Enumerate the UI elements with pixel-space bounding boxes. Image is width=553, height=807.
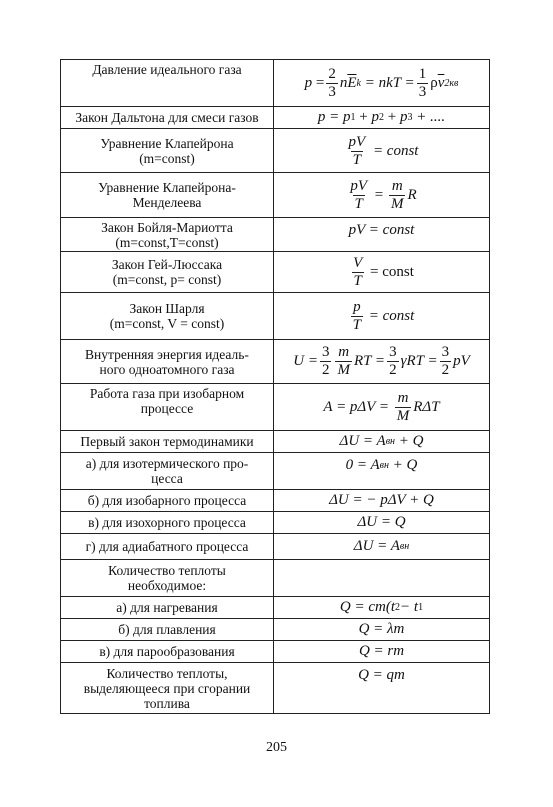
row-label: а) для изотермического про- цесса bbox=[61, 453, 274, 490]
row-label: в) для изохорного процесса bbox=[61, 512, 274, 534]
page-number: 205 bbox=[266, 740, 287, 755]
formula-isochoric: ΔU = Q bbox=[274, 512, 490, 534]
row-label: Первый закон термодинамики bbox=[61, 431, 274, 453]
formula-combustion: Q = qm bbox=[274, 663, 490, 714]
table-row bbox=[61, 107, 490, 129]
formula-first-law: ΔU = A вн + Q bbox=[274, 431, 490, 453]
row-label: Закон Гей-Люссака (m=const, p= const) bbox=[61, 252, 274, 293]
formula-clapeyron: $\frac{pV}{T}$ = const bbox=[274, 129, 490, 173]
row-label: Уравнение Клапейрона- Менделеева bbox=[61, 173, 274, 218]
formula-ideal-gas-pressure: p = $\frac{2}{3}$ n $\overline{E}$ k = nkT = $\frac{1}{3}$ ρ $\overline{v}$ 2 кв bbox=[274, 60, 490, 107]
table-row bbox=[61, 534, 490, 560]
row-label: Количество теплоты необходимое: bbox=[61, 560, 274, 597]
formula-table bbox=[60, 59, 490, 714]
formula-gay-lussac: $\frac{V}{T}$ = const bbox=[274, 252, 490, 293]
formula-charles: $\frac{p}{T}$ = const bbox=[274, 293, 490, 340]
row-label: г) для адиабатного процесса bbox=[61, 534, 274, 560]
row-label: Закон Дальтона для смеси газов bbox=[61, 107, 274, 129]
table-row bbox=[61, 340, 490, 384]
formula-boyle-mariotte: pV = const bbox=[274, 218, 490, 252]
row-label: б) для изобарного процесса bbox=[61, 490, 274, 512]
formula-dalton: p = p 1 + p 2 + p 3 + .... bbox=[274, 107, 490, 129]
row-label: в) для парообразования bbox=[61, 641, 274, 663]
table-row bbox=[61, 218, 490, 252]
table-row bbox=[61, 663, 490, 714]
table-row bbox=[61, 641, 490, 663]
row-label: б) для плавления bbox=[61, 619, 274, 641]
formula-isothermal: 0 = A вн + Q bbox=[274, 453, 490, 490]
row-label: Работа газа при изобарном процессе bbox=[61, 384, 274, 431]
formula-heating: Q = cm(t 2 − t 1 bbox=[274, 597, 490, 619]
row-label: Уравнение Клапейрона (m=const) bbox=[61, 129, 274, 173]
row-label: Закон Шарля (m=const, V = const) bbox=[61, 293, 274, 340]
table-row bbox=[61, 129, 490, 173]
row-label: Закон Бойля-Мариотта (m=const,T=const) bbox=[61, 218, 274, 252]
formula-internal-energy: U = $\frac{3}{2}$ m M RT = $\frac{3}{2}$ γRT = $\frac{3}{2}$ pV bbox=[274, 340, 490, 384]
formula-melting: Q = λm bbox=[274, 619, 490, 641]
formula-isobaric: ΔU = − pΔV + Q bbox=[274, 490, 490, 512]
row-label: Внутренняя энергия идеаль- ного одноатомного газа bbox=[61, 340, 274, 384]
table-row bbox=[61, 384, 490, 431]
table-row bbox=[61, 431, 490, 453]
row-label: Количество теплоты, выделяющееся при сгорании топлива bbox=[61, 663, 274, 714]
formula-isobaric-work: A = pΔV = $\frac{m}{M}$ RΔT bbox=[274, 384, 490, 431]
table-row bbox=[61, 453, 490, 490]
table-row bbox=[61, 560, 490, 597]
formula-vaporization: Q = rm bbox=[274, 641, 490, 663]
formula-clapeyron-mendeleev: $\frac{pV}{T}$ = $\frac{m}{M}$ R bbox=[274, 173, 490, 218]
table-row bbox=[61, 293, 490, 340]
table-row bbox=[61, 173, 490, 218]
formula-adiabatic: ΔU = A вн bbox=[274, 534, 490, 560]
row-label: Давление идеального газа bbox=[61, 60, 274, 107]
formula-empty bbox=[274, 560, 490, 597]
table-row bbox=[61, 597, 490, 619]
row-label: а) для нагревания bbox=[61, 597, 274, 619]
table-row bbox=[61, 490, 490, 512]
table-row bbox=[61, 60, 490, 107]
table-row bbox=[61, 619, 490, 641]
table-row bbox=[61, 512, 490, 534]
table-row bbox=[61, 252, 490, 293]
